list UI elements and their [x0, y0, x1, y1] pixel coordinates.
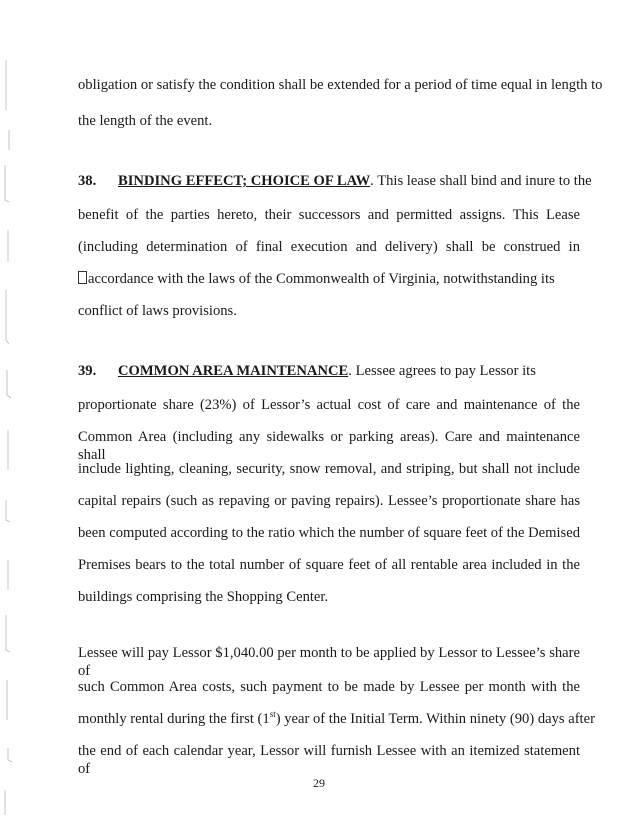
section-38-heading-line: [78, 172, 592, 190]
payment-line-2: such Common Area costs, such payment to be made by Lessee per month with the: [78, 679, 580, 695]
continuation-line-2: the length of the event.: [78, 113, 213, 129]
ordinal-superscript: st: [269, 709, 276, 720]
payment-line-3: [78, 709, 595, 728]
section-39-line-2: proportionate share (23%) of Lessor’s actual cost of care and maintenance of the: [78, 397, 580, 413]
section-39-number: 39.: [78, 363, 97, 379]
section-38-number: 38.: [78, 173, 97, 189]
section-39-line-4: include lighting, cleaning, security, snow removal, and striping, but shall not include: [78, 461, 580, 477]
section-39-line-8: buildings comprising the Shopping Center.: [78, 589, 329, 605]
section-38-line1-tail: . This lease shall bind and inure to the: [370, 173, 592, 189]
section-38-line-5: conflict of laws provisions.: [78, 303, 237, 319]
payment-line-3-after: ) year of the Initial Term. Within ninety (90) days after: [275, 711, 595, 727]
scan-margin-marks: [0, 0, 34, 826]
continuation-line-1: obligation or satisfy the condition shall be extended for a period of time equal in length to: [78, 77, 603, 93]
payment-line-4: the end of each calendar year, Lessor will furnish Lessee with an itemized statement of: [78, 743, 580, 777]
page-number: 29: [313, 776, 325, 790]
section-39-title: COMMON AREA MAINTENANCE: [118, 363, 349, 379]
section-39-heading-line: [78, 362, 580, 380]
section-38-line-4-text: accordance with the laws of the Commonwealth of Virginia, notwithstanding its: [88, 271, 555, 287]
section-39-line-5: capital repairs (such as repaving or paving repairs). Lessee’s proportionate share has: [78, 493, 580, 509]
section-39-line-7: Premises bears to the total number of square feet of all rentable area included in the: [78, 557, 580, 573]
section-38-line-3: (including determination of final execution and delivery) shall be construed in: [78, 239, 580, 255]
section-38-line-2: benefit of the parties hereto, their successors and permitted assigns. This Lease: [78, 207, 580, 223]
missing-glyph-box: [78, 271, 87, 284]
section-38-title: BINDING EFFECT; CHOICE OF LAW: [118, 173, 371, 189]
section-38-line-4: [78, 270, 580, 288]
section-39-line-3: Common Area (including any sidewalks or parking areas). Care and maintenance shall: [78, 429, 580, 463]
section-39-line-6: been computed according to the ratio which the number of square feet of the Demised: [78, 525, 580, 541]
payment-line-1: Lessee will pay Lessor $1,040.00 per month to be applied by Lessor to Lessee’s share of: [78, 645, 580, 679]
section-39-line1-tail: . Lessee agrees to pay Lessor its: [348, 363, 536, 379]
payment-line-3-before: monthly rental during the first (1: [78, 711, 270, 727]
